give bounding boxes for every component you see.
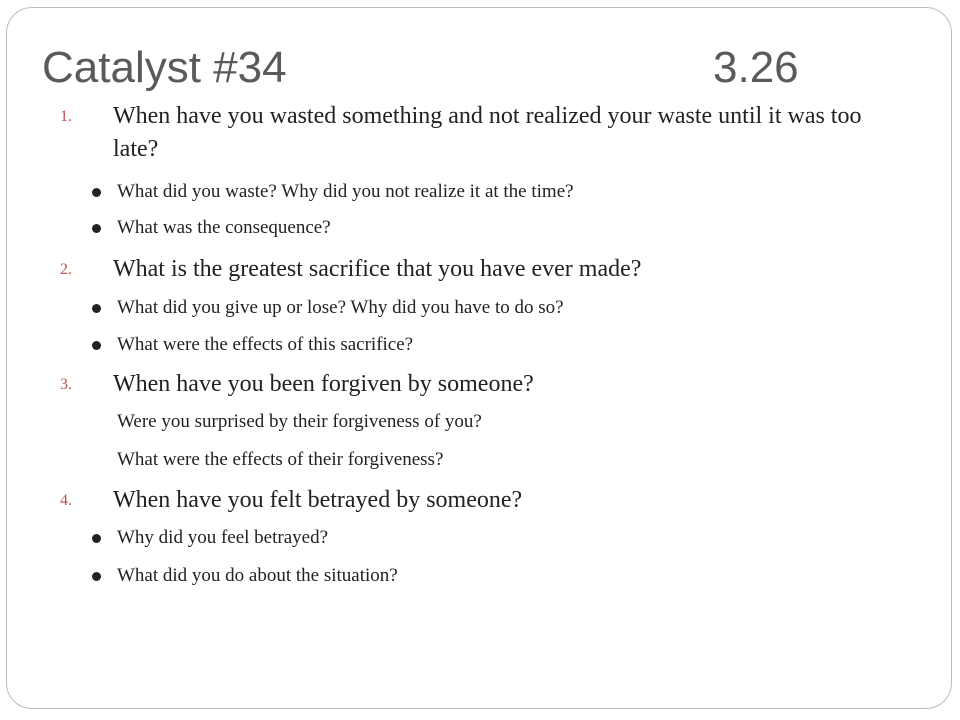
question-text: What is the greatest sacrifice that you have ever made? [113, 256, 642, 282]
sub-question-text: Were you surprised by their forgiveness of you? [117, 411, 482, 432]
bullet-icon [92, 572, 101, 581]
question-number: 2. [60, 261, 72, 278]
sub-question-text: What were the effects of this sacrifice? [117, 334, 414, 355]
question-number: 4. [60, 492, 72, 509]
bullet-icon [92, 534, 101, 543]
slide-title: Catalyst #34 [42, 43, 287, 92]
question-text: When have you wasted something and not realized your waste until it was too late? [113, 103, 862, 162]
slide-date: 3.26 [713, 43, 799, 92]
sub-question-text: What did you do about the situation? [117, 565, 398, 586]
bullet-icon [92, 224, 101, 233]
question-number: 3. [60, 376, 72, 393]
sub-question-text: What did you give up or lose? Why did you have to do so? [117, 297, 564, 318]
question-text: When have you felt betrayed by someone? [113, 487, 523, 513]
sub-question-text: What was the consequence? [117, 217, 331, 238]
sub-question-text: Why did you feel betrayed? [117, 527, 329, 548]
bullet-icon [92, 188, 101, 197]
question-number: 1. [60, 108, 72, 125]
sub-question-text: What did you waste? Why did you not realize it at the time? [117, 181, 574, 202]
sub-question-text: What were the effects of their forgiveness? [117, 449, 444, 470]
question-text: When have you been forgiven by someone? [113, 371, 534, 397]
bullet-icon [92, 341, 101, 350]
bullet-icon [92, 304, 101, 313]
